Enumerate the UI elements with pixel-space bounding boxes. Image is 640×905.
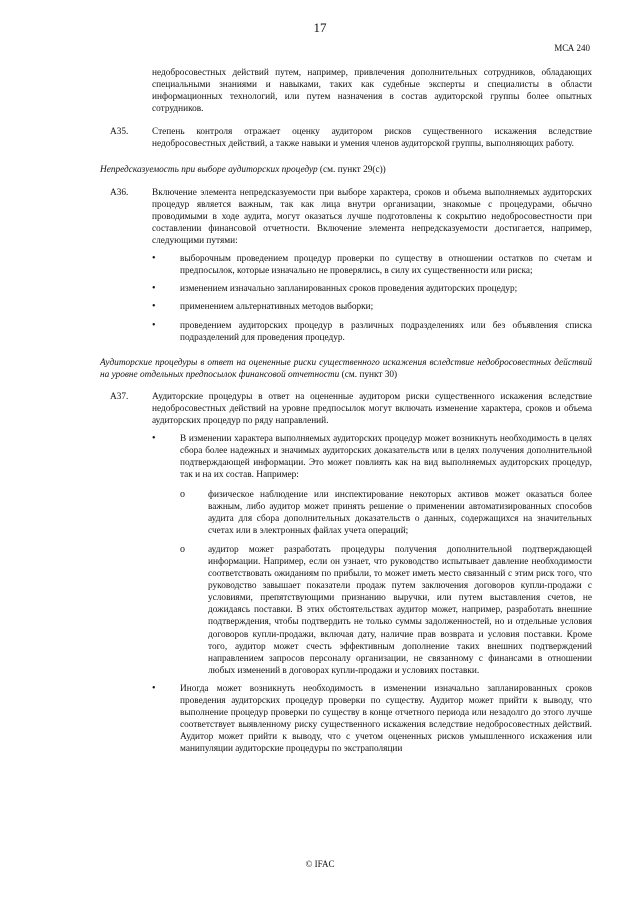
sub-bullet-mark: o xyxy=(180,543,185,555)
page-body xyxy=(100,67,592,756)
paragraph-text: Степень контроля отражает оценку аудитором рисков существенного искажения вследствие недобросовестных действий, а также навыки и умения членов аудиторской группы, выполняющих работу. xyxy=(152,127,592,150)
list-item-text: применением альтернативных методов выборки; xyxy=(180,302,374,313)
list-item xyxy=(152,283,592,295)
sub-list-item xyxy=(180,489,592,537)
paragraph-number: A35. xyxy=(110,127,129,138)
list-item-text: Иногда может возникнуть необходимость в изменении изначально запланированных сроков проведения аудиторских процедур проверки по существу. Аудитор может прийти к выводу, что выполнение процедур проверки по существу в конце отчетного периода или незадолго до этого лучше соответствует выявленному риску существенного искажения вследствие недобросовестных действий. Аудитор может прийти к выводу, что с учетом оцененных рисков умышленного искажения или манипуляции аудиторские процедуры по экстраполяции xyxy=(180,683,592,755)
sub-list-item-text: аудитор может разработать процедуры получения дополнительной подтверждающей информации. Например, если он узнает, что руководство испытывает давление необходимости соответствовать ожиданиям по прибыли, то может иметь место связанный с этим риск того, что руководство завышает показатели продаж путем заключения договоров купли-продажи с условиями, препятствующими признанию выручки, или путем выставления счетов, не дожидаясь поставки. В этих обстоятельствах аудитор может, например, разработать внешние подтверждения, чтобы подтвердить не только суммы задолженностей, но и отдельные условия договоров купли-продажи, включая дату, наличие прав возврата и условия поставки. Кроме того, аудитор может счесть эффективным дополнение таких внешних подтверждений направлением запросов персоналу организации, не связанному с финансами в отношении любых изменений в договорах купли-продажи и условиях поставки. xyxy=(208,544,592,676)
a36-bullet-list xyxy=(152,253,592,344)
page-footer: © IFAC xyxy=(305,859,335,869)
paragraph-a35 xyxy=(110,126,592,150)
heading-title: Непредсказуемость при выборе аудиторских процедур xyxy=(100,164,318,175)
bullet-mark: • xyxy=(152,301,156,313)
section-heading-procedures-response xyxy=(100,357,592,381)
list-item-text: проведением аудиторских процедур в различных подразделениях или без объявления списка подразделений для проведения процедур. xyxy=(180,320,592,343)
paragraph-a36 xyxy=(110,187,592,247)
list-item xyxy=(152,253,592,277)
a37-bullet-list xyxy=(152,433,592,755)
list-item xyxy=(152,320,592,344)
sub-list-item-text: физическое наблюдение или инспектирование некоторых активов может оказаться более важным, либо аудитор может принять решение о применении автоматизированных способов аудита для сбора дополнительных доказательств о данных, содержащихся на значительных счетах или в электронных файлах учета операций; xyxy=(208,489,592,536)
list-item-text: В изменении характера выполняемых аудиторских процедур может возникнуть необходимость в целях сбора более надежных и значимых аудиторских доказательств или в целях получения дополнительной подтверждающей информации. Это может повлиять как на вид выполняемых аудиторских процедур, так и на их состав. Например: xyxy=(180,434,592,481)
bullet-mark: • xyxy=(152,319,156,331)
section-heading-unpredictability xyxy=(100,164,592,176)
list-item-text: изменением изначально запланированных сроков проведения аудиторских процедур; xyxy=(180,284,518,295)
bullet-mark: • xyxy=(152,283,156,295)
paragraph-text: Включение элемента непредсказуемости при выборе характера, сроков и объема выполняемых аудиторских процедур является важным, так как лица внутри организации, знакомые с процедурами, обычно проводимыми в ходе аудита, могут оказаться лучше подготовлены к сокрытию недобросовестности при составлении финансовой отчетности. Включение элемента непредсказуемости достигается, например, следующими путями: xyxy=(152,187,592,247)
heading-title: Аудиторские процедуры в ответ на оцененные риски существенного искажения вследствие недобросовестных действий на уровне отдельных предпосылок финансовой отчетности xyxy=(100,357,592,380)
list-item xyxy=(152,301,592,313)
standard-code: МСА 240 xyxy=(554,43,590,53)
list-item xyxy=(152,683,592,756)
paragraph-text: Аудиторские процедуры в ответ на оцененные аудитором риски существенного искажения вследствие недобросовестных действий на уровне предпосылок могут включать изменение характера, сроков и объема аудиторских процедур по ряду направлений. xyxy=(152,391,592,427)
sub-bullet-list xyxy=(180,489,592,677)
list-item xyxy=(152,433,592,677)
bullet-mark: • xyxy=(152,253,156,265)
bullet-mark: • xyxy=(152,682,156,694)
heading-reference: (см. пункт 29(c)) xyxy=(317,164,386,175)
list-item-content xyxy=(180,433,592,677)
continuation-paragraph: недобросовестных действий путем, например, привлечения дополнительных сотрудников, обладающих специальными знаниями и навыками, таких как судебные эксперты и специалисты в области информационных технологий, или путем назначения в состав аудиторской группы более опытных сотрудников. xyxy=(152,68,592,115)
paragraph-number: A36. xyxy=(110,187,129,198)
heading-reference: (см. пункт 30) xyxy=(339,369,398,380)
sub-bullet-mark: o xyxy=(180,488,185,500)
bullet-mark: • xyxy=(152,433,156,445)
page-number: 17 xyxy=(313,20,327,35)
sub-list-item xyxy=(180,544,592,677)
paragraph-a37 xyxy=(110,391,592,427)
list-item-text: выборочным проведением процедур проверки по существу в отношении остатков по счетам и предпосылок, которые изначально не проверялись, в силу их существенности или риска; xyxy=(180,254,592,277)
paragraph-number: A37. xyxy=(110,391,129,402)
